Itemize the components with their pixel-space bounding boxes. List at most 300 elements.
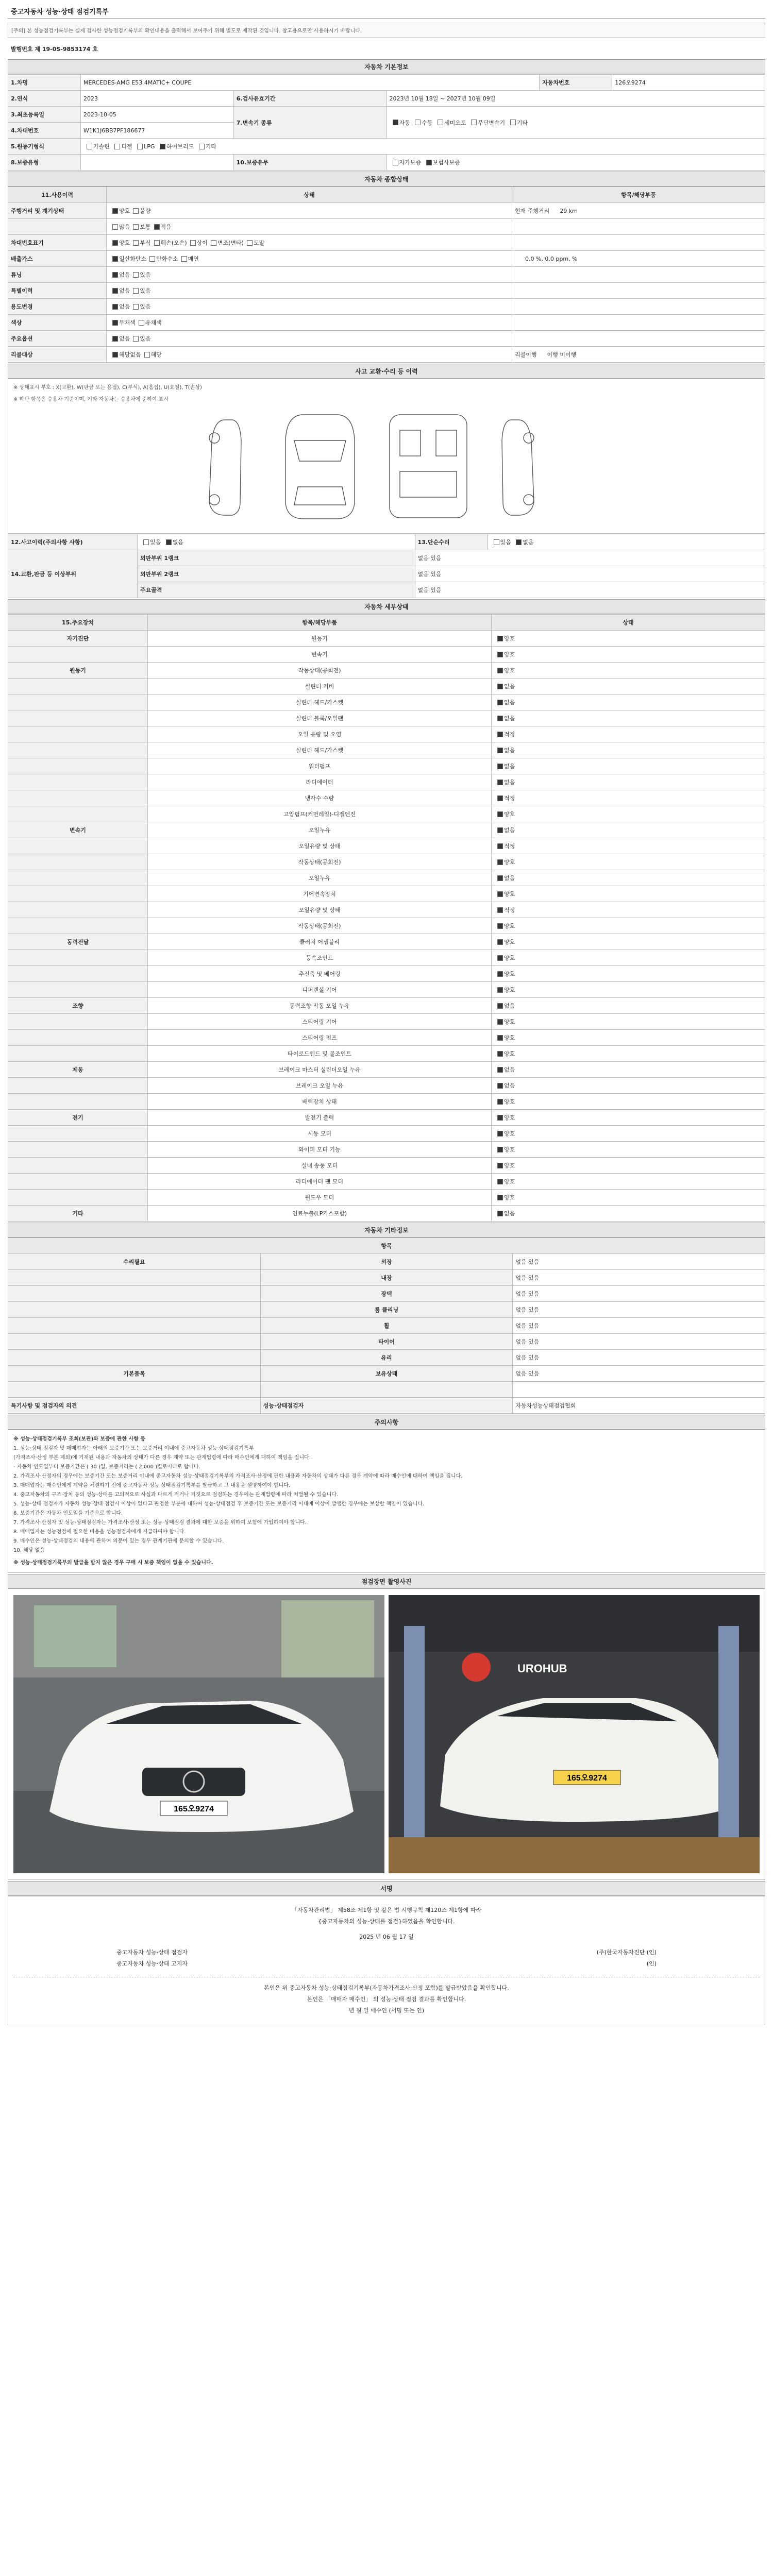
status-label: 없음 (504, 1066, 515, 1073)
detail-group (8, 966, 148, 982)
detail-row (8, 742, 765, 758)
car-diagram-panel (8, 379, 765, 534)
option-label: 있음 (140, 335, 151, 342)
option-label: 부식 (140, 240, 151, 246)
option-checkbox[interactable] (112, 224, 118, 230)
checkbox-accident-no[interactable] (166, 539, 172, 545)
etc-status: 없음 있음 (513, 1350, 765, 1366)
notes-line: 8. 매매업자는 성능점검에 필요한 비용을 성능점검자에게 지급하여야 합니다. (13, 1529, 186, 1535)
option-checkbox[interactable] (112, 304, 118, 310)
detail-group (8, 726, 148, 742)
option-checkbox[interactable] (133, 224, 139, 230)
etc-group (8, 1302, 261, 1318)
overall-row-label (8, 219, 107, 235)
value-vin: W1K1J6BB7PF186677 (81, 123, 234, 139)
opt-manual: 수동 (422, 119, 433, 126)
status-label: 양호 (504, 1035, 515, 1041)
detail-row (8, 1094, 765, 1110)
status-checkbox[interactable] (497, 748, 503, 753)
etc-status: 없음 있음 (513, 1254, 765, 1270)
overall-row (8, 235, 765, 251)
repair-none: 없음 (523, 539, 534, 546)
etc-group (8, 1334, 261, 1350)
detail-row (8, 854, 765, 870)
detail-item: 발전기 출력 (148, 1110, 492, 1126)
status-checkbox[interactable] (497, 1099, 503, 1105)
option-checkbox[interactable] (112, 336, 118, 342)
option-checkbox[interactable] (112, 320, 118, 326)
detail-status (492, 694, 765, 710)
option-label: 탄화수소 (156, 256, 178, 262)
status-checkbox[interactable] (497, 1003, 503, 1009)
option-label: 상이 (196, 240, 208, 246)
detail-group (8, 838, 148, 854)
notes-lines (13, 1445, 760, 1555)
detail-status (492, 710, 765, 726)
detail-status (492, 1190, 765, 1206)
status-label: 양호 (504, 635, 515, 642)
status-checkbox[interactable] (497, 636, 503, 641)
value-first-reg: 2023-10-05 (81, 107, 234, 123)
etc-status (513, 1382, 765, 1398)
detail-status (492, 902, 765, 918)
etc-item: 휠 (260, 1318, 513, 1334)
status-checkbox[interactable] (497, 1147, 503, 1153)
detail-row (8, 870, 765, 886)
detail-item: 고압펌프(커먼레일)-디젤엔진 (148, 806, 492, 822)
option-label: 적음 (160, 224, 172, 230)
overall-row-extra (512, 315, 765, 331)
option-checkbox[interactable] (133, 336, 139, 342)
detail-status (492, 870, 765, 886)
detail-rows (8, 631, 765, 1222)
detail-row (8, 790, 765, 806)
overall-row-extra (512, 331, 765, 347)
extra-value: 이행 미이행 (547, 351, 577, 358)
status-checkbox[interactable] (497, 923, 503, 929)
overall-row (8, 315, 765, 331)
status-label: 없음 (504, 779, 515, 786)
registration-number: 발행번호 제 19-0S-9853174 호 (11, 46, 98, 53)
option-checkbox[interactable] (154, 224, 160, 230)
status-checkbox[interactable] (497, 843, 503, 849)
option-checkbox[interactable] (112, 240, 118, 246)
status-label: 양호 (504, 1050, 515, 1057)
option-label: 없음 (119, 303, 130, 310)
status-label: 없음 (504, 699, 515, 706)
status-label: 양호 (504, 1098, 515, 1105)
status-label: 없음 (504, 1210, 515, 1217)
detail-group (8, 679, 148, 694)
etc-status: 없음 있음 (513, 1334, 765, 1350)
overall-row-options (107, 283, 512, 299)
status-checkbox[interactable] (497, 1067, 503, 1073)
status-label: 양호 (504, 1130, 515, 1137)
option-checkbox[interactable] (112, 352, 118, 358)
extra-label: 리콜이행 (515, 351, 537, 358)
option-label: 보통 (140, 224, 151, 230)
detail-item: 오일누유 (148, 870, 492, 886)
detail-status (492, 774, 765, 790)
checker-value: (주)한국자동차진단 (인) (596, 1949, 657, 1956)
option-label: 불량 (140, 208, 151, 214)
status-checkbox[interactable] (497, 764, 503, 769)
accident-none: 없음 (172, 539, 184, 546)
detail-row (8, 647, 765, 663)
overall-row-options (107, 219, 512, 235)
detail-row (8, 663, 765, 679)
detail-group (8, 1078, 148, 1094)
detail-row (8, 822, 765, 838)
status-label: 없음 (504, 763, 515, 770)
status-label: 양호 (504, 891, 515, 897)
sign-line-2: {중고자동차의 성능·상태를 점검}하였음을 확인합니다. (318, 1918, 455, 1925)
checkbox-hybrid[interactable] (160, 144, 165, 149)
detail-status (492, 742, 765, 758)
detail-group (8, 710, 148, 726)
status-checkbox[interactable] (497, 971, 503, 977)
option-checkbox[interactable] (190, 240, 196, 246)
status-label: 적정 (504, 731, 515, 738)
status-checkbox[interactable] (497, 1083, 503, 1089)
overall-row-extra (512, 267, 765, 283)
detail-status (492, 631, 765, 647)
signature-block (8, 1896, 765, 2025)
detail-status (492, 1142, 765, 1158)
notes-block (8, 1430, 765, 1573)
detail-group (8, 918, 148, 934)
etc-group (8, 1382, 261, 1398)
opt-fuel-etc: 기타 (205, 143, 216, 150)
status-checkbox[interactable] (497, 987, 503, 993)
status-label: 적정 (504, 795, 515, 802)
status-checkbox[interactable] (497, 1115, 503, 1121)
overall-row-extra (512, 283, 765, 299)
overall-row (8, 347, 765, 363)
opt-hybrid: 하이브리드 (166, 143, 194, 150)
detail-status (492, 822, 765, 838)
seller-label: 중고자동차 성능·상태 고지자 (116, 1960, 188, 1967)
option-label: 양호 (119, 208, 130, 214)
status-checkbox[interactable] (497, 859, 503, 865)
detail-group: 변속기 (8, 822, 148, 838)
option-checkbox[interactable] (133, 240, 139, 246)
detail-group (8, 758, 148, 774)
checkbox-repair-no[interactable] (516, 539, 522, 545)
checkbox-self-warranty[interactable] (393, 160, 398, 165)
opt-gasoline: 가솔린 (93, 143, 110, 150)
overall-row-extra (512, 299, 765, 315)
detail-status (492, 950, 765, 966)
status-checkbox[interactable] (497, 1211, 503, 1216)
status-checkbox[interactable] (497, 891, 503, 897)
status-checkbox[interactable] (497, 1163, 503, 1168)
checkbox-insurance-warranty[interactable] (426, 160, 432, 165)
status-checkbox[interactable] (497, 1051, 503, 1057)
detail-status (492, 886, 765, 902)
status-label: 없음 (504, 747, 515, 754)
status-checkbox[interactable] (497, 811, 503, 817)
label-engine-type: 5.원동기형식 (8, 139, 81, 155)
brand-sign: UROHUB (517, 1662, 567, 1675)
detail-item: 오일누유 (148, 822, 492, 838)
detail-group (8, 1190, 148, 1206)
detail-group (8, 774, 148, 790)
inspection-report (8, 0, 765, 2025)
option-checkbox[interactable] (247, 240, 253, 246)
notes-line: (가격조사·산정 부분 제외)에 기재된 내용과 자동차의 상태가 다른 경우 계약 또는 관계법령에 따라 매수인에게 대하여 책임을 집니다. (13, 1455, 311, 1461)
detail-item: 냉각수 수량 (148, 790, 492, 806)
option-checkbox[interactable] (133, 304, 139, 310)
etc-item: 외장 (260, 1254, 513, 1270)
detail-item: 기어변속장치 (148, 886, 492, 902)
option-checkbox[interactable] (144, 352, 150, 358)
detail-row (8, 1062, 765, 1078)
detail-item: 동력조향 작동 오일 누유 (148, 998, 492, 1014)
checkbox-fuel-etc[interactable] (199, 144, 205, 149)
option-checkbox[interactable] (211, 240, 216, 246)
etc-table (8, 1238, 765, 1414)
option-checkbox[interactable] (133, 208, 139, 214)
option-label: 해당없음 (119, 351, 141, 358)
overall-row-options (107, 347, 512, 363)
detail-group: 기타 (8, 1206, 148, 1222)
detail-group: 제동 (8, 1062, 148, 1078)
detail-item: 배력장치 상태 (148, 1094, 492, 1110)
detail-group (8, 1142, 148, 1158)
detail-group (8, 1126, 148, 1142)
etc-item (260, 1382, 513, 1398)
detail-item: 클러치 어셈블리 (148, 934, 492, 950)
option-checkbox[interactable] (112, 256, 118, 262)
checkbox-repair-yes[interactable] (494, 539, 499, 545)
option-label: 변조(변타) (217, 240, 244, 246)
value-year: 2023 (81, 91, 234, 107)
option-label: 해당 (150, 351, 162, 358)
status-checkbox[interactable] (497, 827, 503, 833)
notes-bullet-2: ※ 성능·상태점검기록부의 발급을 받지 않은 경우 구매 시 보증 책임이 없을 수 있습니다. (13, 1560, 213, 1566)
status-label: 양호 (504, 1114, 515, 1121)
option-checkbox[interactable] (112, 288, 118, 294)
notes-line: 2. 가격조사·산정자의 경우에는 보증기간 또는 보증거리 이내에 중고자동차 성능·상태점검기록부의 가격조사·산정에 관한 내용과 자동차의 상태가 다른 경우 계약에 따라 매수인에 대하여 책임을 집니다. (13, 1473, 463, 1479)
option-checkbox[interactable] (133, 272, 139, 278)
checkbox-manual[interactable] (415, 120, 421, 125)
checkbox-cvt[interactable] (471, 120, 477, 125)
checkbox-etc[interactable] (510, 120, 516, 125)
status-label: 적정 (504, 907, 515, 913)
detail-row (8, 710, 765, 726)
opt-etc: 기타 (516, 119, 528, 126)
detail-row (8, 631, 765, 647)
label-car-name: 1.차명 (8, 75, 81, 91)
label-year: 2.연식 (8, 91, 81, 107)
detail-status (492, 758, 765, 774)
overall-row-label: 특별이력 (8, 283, 107, 299)
detail-status (492, 1206, 765, 1222)
status-label: 양호 (504, 1146, 515, 1153)
detail-group (8, 982, 148, 998)
etc-group (8, 1350, 261, 1366)
detail-item: 실린더 커버 (148, 679, 492, 694)
detail-status (492, 1030, 765, 1046)
detail-item: 스티어링 펌프 (148, 1030, 492, 1046)
option-label: 있음 (140, 303, 151, 310)
overall-row (8, 251, 765, 267)
option-label: 무채색 (119, 319, 136, 326)
detail-row (8, 806, 765, 822)
detail-group (8, 1174, 148, 1190)
head-usage: 11.사용이력 (8, 187, 107, 203)
detail-group (8, 1158, 148, 1174)
checkbox-gasoline[interactable] (87, 144, 92, 149)
status-label: 양호 (504, 811, 515, 818)
status-checkbox[interactable] (497, 716, 503, 721)
notes-line: 5. 성능·상태 점검자가 자동차 성능·상태 점검시 이상이 없다고 판정한 부분에 대하여 성능·상태점검 후 보증기간 또는 보증거리 이내에 이상이 발생한 경우에는 보상할 책임이 있습니다. (13, 1501, 425, 1507)
detail-item: 타이로드엔드 및 볼조인트 (148, 1046, 492, 1062)
notes-bullet-1: ※ 성능·상태점검기록부 조회(보관)와 보증에 관한 사항 등 (13, 1436, 146, 1442)
etc-group: 수리필요 (8, 1254, 261, 1270)
detail-item: 스티어링 기어 (148, 1014, 492, 1030)
detail-row (8, 1142, 765, 1158)
overall-rows (8, 203, 765, 363)
option-label: 매연 (188, 256, 199, 262)
detail-row (8, 1078, 765, 1094)
status-label: 양호 (504, 1178, 515, 1185)
detail-item: 와이퍼 모터 기능 (148, 1142, 492, 1158)
checkbox-accident-yes[interactable] (143, 539, 149, 545)
detail-row (8, 950, 765, 966)
etc-row (8, 1334, 765, 1350)
status-label: 양호 (504, 1019, 515, 1025)
status-checkbox[interactable] (497, 939, 503, 945)
detail-item: 시동 모터 (148, 1126, 492, 1142)
overall-row-options (107, 299, 512, 315)
status-label: 양호 (504, 923, 515, 929)
etc-row (8, 1302, 765, 1318)
label-warranty: 10.보증유무 (233, 155, 386, 171)
overall-row-options (107, 267, 512, 283)
head-status: 상태 (492, 615, 765, 631)
value-frame: 없음 있음 (415, 582, 765, 598)
option-label: 많음 (119, 224, 130, 230)
opt-diesel: 디젤 (121, 143, 132, 150)
option-checkbox[interactable] (149, 256, 155, 262)
value-rank2: 없음 있음 (415, 566, 765, 582)
detail-item: 연료누출(LP가스포함) (148, 1206, 492, 1222)
overall-row (8, 331, 765, 347)
notes-line: - 자동차 인도일부터 보증기간은 ( 30 )일, 보증거리는 ( 2,000 )킬로미터로 합니다. (13, 1464, 200, 1470)
option-checkbox[interactable] (154, 240, 160, 246)
label-vin: 4.차대번호 (8, 123, 81, 139)
status-checkbox[interactable] (497, 1019, 503, 1025)
detail-row (8, 1174, 765, 1190)
overall-row-extra (512, 235, 765, 251)
status-checkbox[interactable] (497, 955, 503, 961)
checkbox-auto[interactable] (393, 120, 398, 125)
etc-item: 룸 클리닝 (260, 1302, 513, 1318)
etc-group: 기본품목 (8, 1366, 261, 1382)
status-checkbox[interactable] (497, 1131, 503, 1137)
label-warranty-type: 8.보증유형 (8, 155, 81, 171)
section-photos-title: 점검장면 촬영사진 (8, 1574, 765, 1589)
buyer-signature-line[interactable]: 년 월 일 매수인 (서명 또는 인) (348, 2007, 425, 2014)
status-checkbox[interactable] (497, 652, 503, 657)
etc-item: 광택 (260, 1286, 513, 1302)
detail-status (492, 1078, 765, 1094)
option-label: 양호 (119, 240, 130, 246)
status-checkbox[interactable] (497, 779, 503, 785)
status-checkbox[interactable] (497, 732, 503, 737)
confirm-line-1: 본인은 위 중고자동차 성능·상태점검기록부(자동차가격조사·산정 포함)를 발급받았음을 확인합니다. (13, 1977, 760, 1994)
etc-group (8, 1318, 261, 1334)
option-checkbox[interactable] (112, 272, 118, 278)
option-checkbox[interactable] (181, 256, 187, 262)
status-checkbox[interactable] (497, 795, 503, 801)
etc-item: 타이어 (260, 1334, 513, 1350)
status-label: 없음 (504, 715, 515, 722)
detail-status (492, 1110, 765, 1126)
status-checkbox[interactable] (497, 907, 503, 913)
detail-item: 등속조인트 (148, 950, 492, 966)
detail-item: 원동기 (148, 631, 492, 647)
detail-status (492, 726, 765, 742)
status-checkbox[interactable] (497, 700, 503, 705)
head-item: 항목/해당부품 (512, 187, 765, 203)
detail-group (8, 1094, 148, 1110)
detail-group (8, 1030, 148, 1046)
status-checkbox[interactable] (497, 1195, 503, 1200)
overall-row-options (107, 203, 512, 219)
status-checkbox[interactable] (497, 875, 503, 881)
detail-status (492, 1158, 765, 1174)
status-checkbox[interactable] (497, 1035, 503, 1041)
detail-status (492, 918, 765, 934)
sign-line-1: 「자동차관리법」 제58조 제1항 및 같은 법 시행규칙 제120조 제1항에 따라 (291, 1907, 482, 1913)
option-label: 없음 (119, 272, 130, 278)
status-checkbox[interactable] (497, 684, 503, 689)
opt-lpg: LPG (144, 143, 155, 150)
detail-row (8, 1126, 765, 1142)
detail-row (8, 1046, 765, 1062)
overall-row-label: 색상 (8, 315, 107, 331)
inspection-photo-front (13, 1595, 384, 1873)
opt-semi: 세미오토 (444, 119, 466, 126)
value-warranty-type (81, 155, 234, 171)
detail-status (492, 1014, 765, 1030)
detail-row (8, 726, 765, 742)
opt-cvt: 무단변속기 (478, 119, 506, 126)
option-checkbox[interactable] (133, 288, 139, 294)
status-checkbox[interactable] (497, 1179, 503, 1184)
status-checkbox[interactable] (497, 668, 503, 673)
option-checkbox[interactable] (112, 208, 118, 214)
checkbox-lpg[interactable] (137, 144, 143, 149)
fuel-options (81, 139, 765, 155)
detail-group: 자기진단 (8, 631, 148, 647)
detail-group: 전기 (8, 1110, 148, 1126)
overall-row-label: 용도변경 (8, 299, 107, 315)
option-checkbox[interactable] (139, 320, 144, 326)
detail-item: 작동상태(공회전) (148, 918, 492, 934)
overall-row-options (107, 235, 512, 251)
section-notes-title: 주의사항 (8, 1415, 765, 1430)
checkbox-semi[interactable] (438, 120, 443, 125)
etc-row (8, 1254, 765, 1270)
checkbox-diesel[interactable] (114, 144, 120, 149)
overall-row (8, 283, 765, 299)
option-label: 있음 (140, 272, 151, 278)
overall-row-label: 차대번호표기 (8, 235, 107, 251)
